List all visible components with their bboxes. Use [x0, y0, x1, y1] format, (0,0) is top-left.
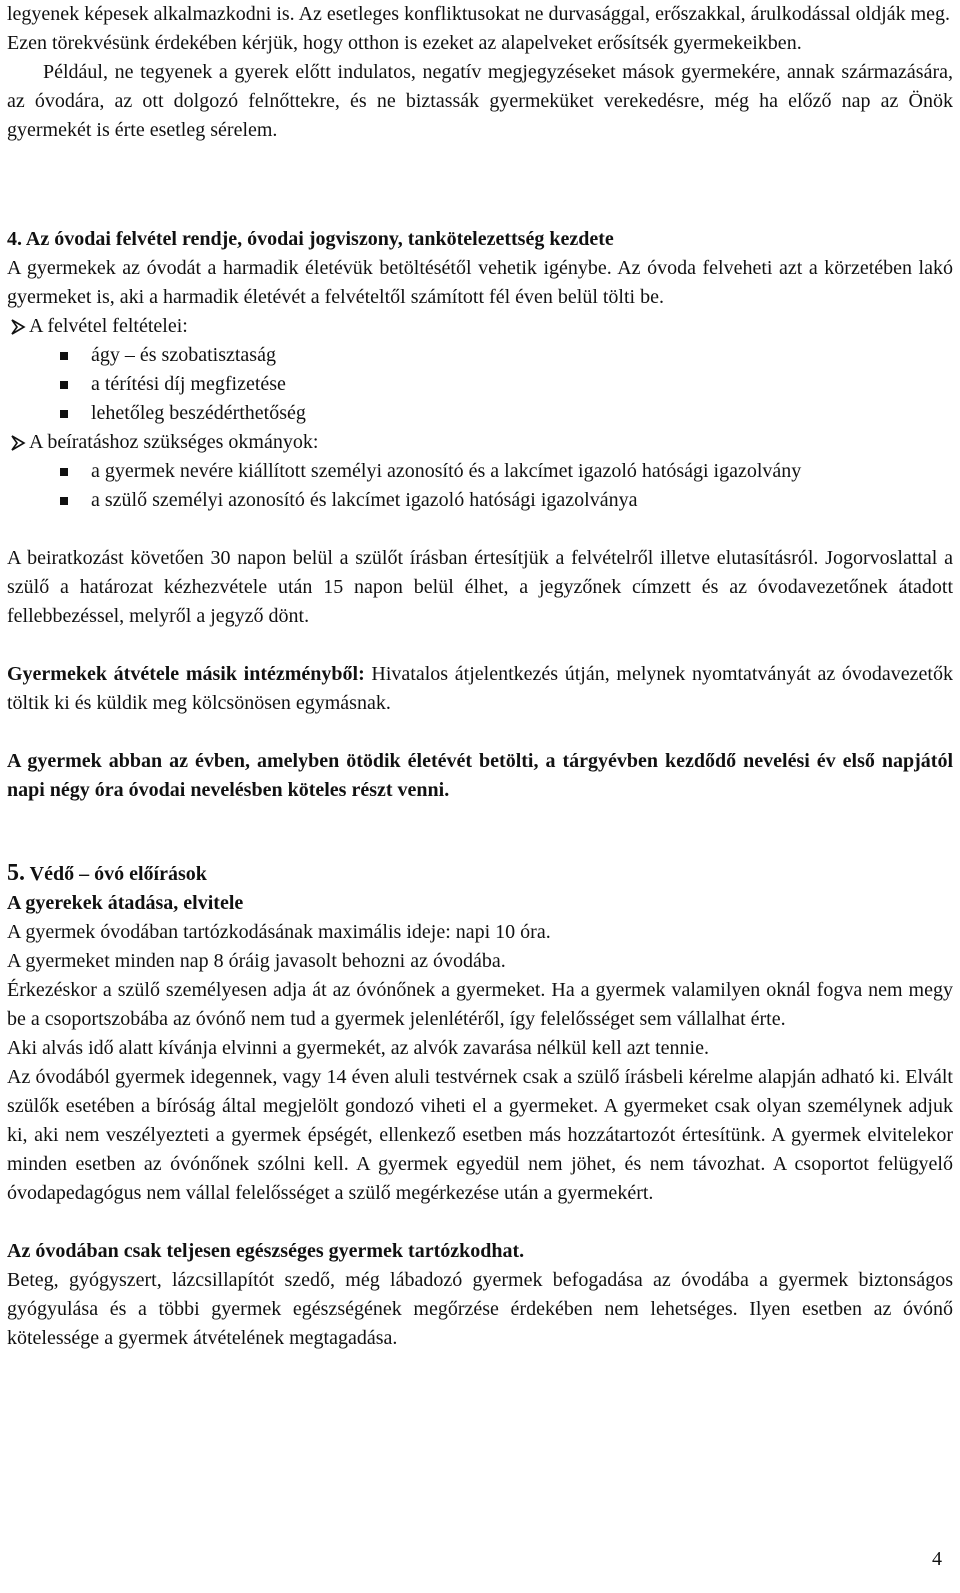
subheading-health: Az óvodában csak teljesen egészséges gyermek tartózkodhat.: [7, 1240, 525, 1262]
enrollment-notice-paragraph: A beiratkozást követően 30 napon belül a szülőt írásban értesítjük a felvételről illetve elutasításról. Jogorvoslattal a szülő a határozat kézhezvétele után 15 napon belül élhet, a jegyzőnek címzett és az óvodavezetőnek átadott fellebbezéssel, melyről a jegyző dönt.: [7, 547, 953, 627]
pickup-rules-paragraph: Az óvodából gyermek idegennek, vagy 14 éven aluli testvérnek csak a szülő írásbeli kérelme alapján adható ki. Elvált szülők esetében a bíróság által megjelölt gondozó viheti el a gyermeket. A gyermeket csak olyan személynek adjuk ki, aki nem veszélyezteti a gyermek épségét, ellenkező esetben más hozzátartozót értesítünk. A gyermek elvitelekor minden esetben az óvónőnek szólni kell. A gyermek egyedül nem jöhet, és nem távozhat. A csoportot felügyelő óvodapedagógus nem vállal felelősséget a szülő megérkezése után a gyermekért.: [7, 1066, 953, 1204]
section-5-heading: [7, 859, 953, 889]
section-5-title: Védő – óvó előírások: [25, 863, 207, 885]
list-item: [7, 399, 953, 428]
list-heading-label: A beíratáshoz szükséges okmányok:: [29, 431, 319, 453]
intro-paragraph-2: Ezen törekvésünk érdekében kérjük, hogy otthon is ezeket az alapelveket erősítsék gyermekeikben.: [7, 32, 802, 54]
max-time-line: A gyermek óvodában tartózkodásának maximális ideje: napi 10 óra.: [7, 921, 551, 943]
square-bullet-icon: [56, 399, 72, 428]
nap-time-paragraph: Aki alvás idő alatt kívánja elvinni a gyermekét, az alvók zavarása nélkül kell azt tennie.: [7, 1037, 709, 1059]
intro-paragraph-3: Például, ne tegyenek a gyerek előtt indulatos, negatív megjegyzéseket mások gyermekére, annak származására, az óvodára, az ott dolgozó felnőttekre, és ne biztassák gyermeküket verekedésre, még ha előző nap az Önök gyermekét is érte esetleg sérelem.: [7, 61, 953, 141]
section-4-heading: 4. Az óvodai felvétel rendje, óvodai jogviszony, tankötelezettség kezdete: [7, 228, 614, 250]
document-page: [7, 0, 953, 1353]
arrow-bullet-icon: [7, 428, 29, 457]
health-paragraph: Beteg, gyógyszert, lázcsillapítót szedő, még lábadozó gyermek befogadása az óvodába a gyermek biztonságos gyógyulása és a többi gyermek egészségének megőrzése érdekében nem lehetséges. Ilyen esetben az óvónő kötelessége a gyermek átvételének megtagadása.: [7, 1269, 953, 1349]
list-item: [7, 486, 953, 515]
list-heading-required-documents: [7, 428, 953, 457]
intro-paragraph-1: legyenek képesek alkalmazkodni is. Az esetleges konfliktusokat ne durvasággal, erőszakkal, árulkodással oldják meg.: [7, 3, 951, 25]
arrival-paragraph: Érkezéskor a szülő személyesen adja át az óvónőnek a gyermeket. Ha a gyermek valamilyen oknál fogva nem megy be a csoportszobába az óvónő nem tud a gyermek jelenlétéről, így felelősséget sem vállalhat érte.: [7, 979, 953, 1030]
list-heading-label: A felvétel feltételei:: [29, 315, 188, 337]
section-4-paragraph: A gyermekek az óvodát a harmadik életévük betöltésétől vehetik igénybe. Az óvoda felveheti azt a körzetében lakó gyermeket is, aki a harmadik életévét a felvételtől számított fél éven belül tölti be.: [7, 257, 953, 308]
list-item-text: ágy – és szobatisztaság: [91, 344, 276, 366]
subheading-handover: A gyerekek átadása, elvitele: [7, 892, 244, 914]
square-bullet-icon: [56, 370, 72, 399]
list-item-text: lehetőleg beszédérthetőség: [91, 402, 306, 424]
page-number: 4: [932, 1548, 942, 1570]
square-bullet-icon: [56, 341, 72, 370]
transfer-paragraph: [7, 660, 953, 718]
list-item-text: a szülő személyi azonosító és lakcímet igazoló hatósági igazolványa: [91, 489, 638, 511]
square-bullet-icon: [56, 486, 72, 515]
list-item-text: a térítési díj megfizetése: [91, 373, 286, 395]
list-item-text: a gyermek nevére kiállított személyi azonosító és a lakcímet igazoló hatósági igazolvány: [91, 460, 802, 482]
list-item: [7, 341, 953, 370]
transfer-label: Gyermekek átvétele másik intézményből:: [7, 663, 365, 685]
list-heading-admission-conditions: [7, 312, 953, 341]
list-item: [7, 370, 953, 399]
arrival-time-line: A gyermeket minden nap 8 óráig javasolt behozni az óvodába.: [7, 950, 506, 972]
transfer-text: Hivatalos átjelentkezés útján, melynek nyomtatványát az óvodavezetők töltik ki és küldik meg kölcsönösen egymásnak.: [7, 663, 953, 714]
section-5-number: 5.: [7, 860, 25, 886]
square-bullet-icon: [56, 457, 72, 486]
arrow-bullet-icon: [7, 312, 29, 341]
list-item: [7, 457, 953, 486]
compulsory-kindergarten-paragraph: A gyermek abban az évben, amelyben ötödik életévét betölti, a tárgyévben kezdődő nevelési év első napjától napi négy óra óvodai nevelésben köteles részt venni.: [7, 750, 953, 801]
